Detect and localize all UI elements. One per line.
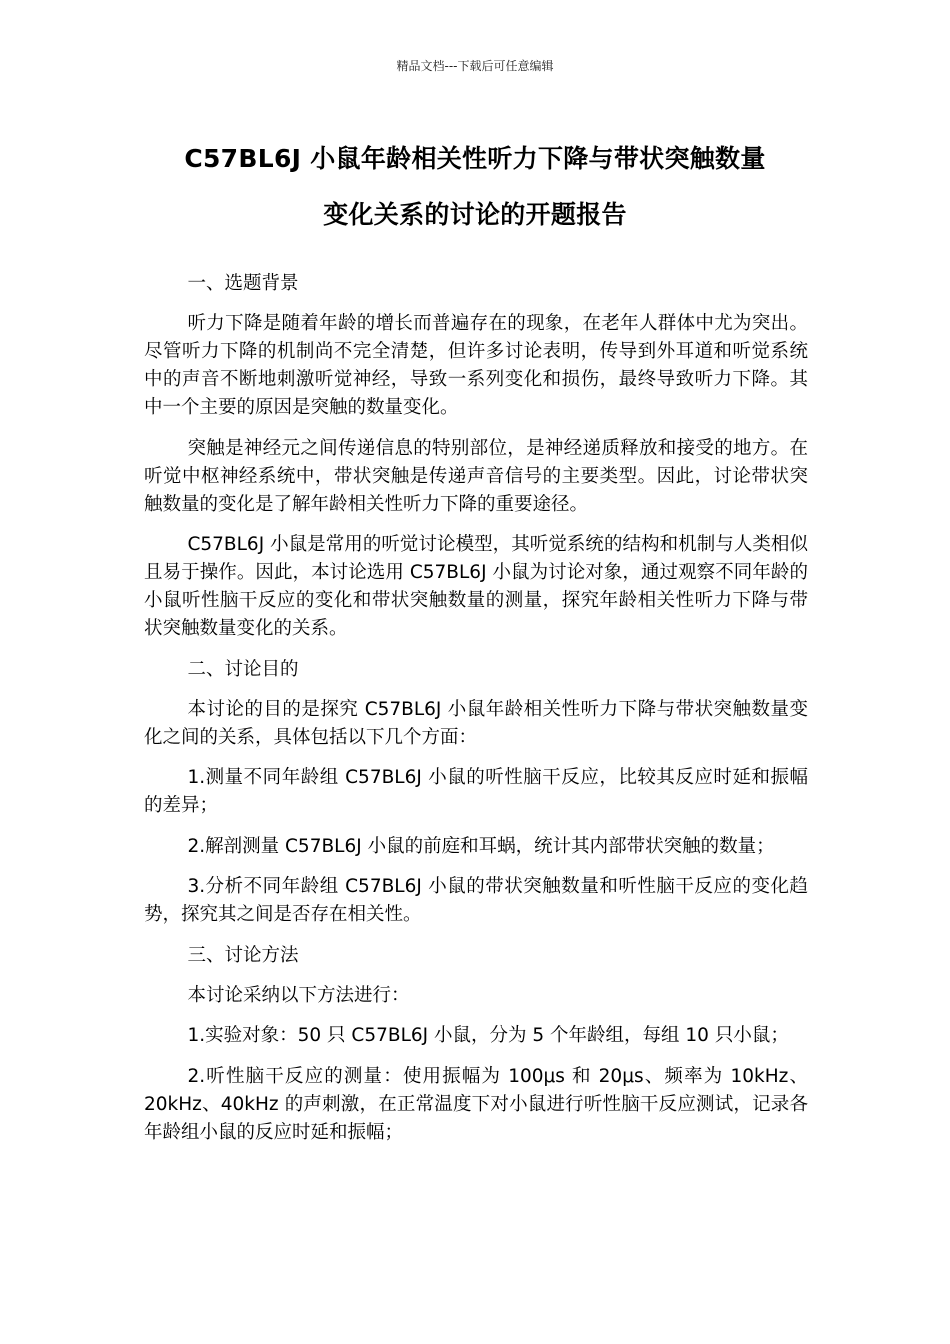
list-item-method-2: 2.听性脑干反应的测量：使用振幅为 100μs 和 20μs、频率为 10kHz、20kHz、40kHz 的声刺激，在正常温度下对小鼠进行听性脑干反应测试，记录各年龄组小鼠的反应时延和振幅；: [144, 1065, 808, 1143]
paragraph-background-1: 听力下降是随着年龄的增长而普遍存在的现象，在老年人群体中尤为突出。尽管听力下降的机制尚不完全清楚，但许多讨论表明，传导到外耳道和听觉系统中的声音不断地刺激听觉神经，导致一系列变化和损伤，最终导致听力下降。其中一个主要的原因是突触的数量变化。: [144, 313, 808, 418]
section-heading-methods: 三、讨论方法: [187, 944, 299, 966]
section-heading-purpose: 二、讨论目的: [187, 658, 299, 680]
document-body: [144, 270, 808, 1159]
list-item-purpose-2: 2.解剖测量 C57BL6J 小鼠的前庭和耳蜗，统计其内部带状突触的数量；: [187, 835, 775, 857]
list-item-method-1: 1.实验对象：50 只 C57BL6J 小鼠，分为 5 个年龄组，每组 10 只小鼠；: [187, 1025, 789, 1046]
title-line-2: 变化关系的讨论的开题报告: [323, 200, 627, 229]
title-line-1: C57BL6J 小鼠年龄相关性听力下降与带状突触数量: [184, 144, 766, 173]
list-item-purpose-3: 3.分析不同年龄组 C57BL6J 小鼠的带状突触数量和听性脑干反应的变化趋势，探究其之间是否存在相关性。: [144, 876, 808, 925]
paragraph-methods-intro: 本讨论采纳以下方法进行：: [187, 984, 410, 1006]
list-item-purpose-1: 1.测量不同年龄组 C57BL6J 小鼠的听性脑干反应，比较其反应时延和振幅的差异；: [144, 767, 808, 816]
page-header: 精品文档---下载后可任意编辑: [396, 59, 554, 73]
paragraph-background-2: 突触是神经元之间传递信息的特别部位，是神经递质释放和接受的地方。在听觉中枢神经系统中，带状突触是传递声音信号的主要类型。因此，讨论带状突触数量的变化是了解年龄相关性听力下降的重要途径。: [144, 437, 808, 515]
document-title: [120, 131, 830, 243]
paragraph-purpose-intro: 本讨论的目的是探究 C57BL6J 小鼠年龄相关性听力下降与带状突触数量变化之间的关系，具体包括以下几个方面：: [144, 698, 808, 748]
paragraph-background-3: C57BL6J 小鼠是常用的听觉讨论模型，其听觉系统的结构和机制与人类相似且易于操作。因此，本讨论选用 C57BL6J 小鼠为讨论对象，通过观察不同年龄的小鼠听性脑干反应的变化和带状突触数量的测量，探究年龄相关性听力下降与带状突触数量变化的关系。: [144, 534, 808, 639]
section-heading-background: 一、选题背景: [187, 273, 299, 294]
